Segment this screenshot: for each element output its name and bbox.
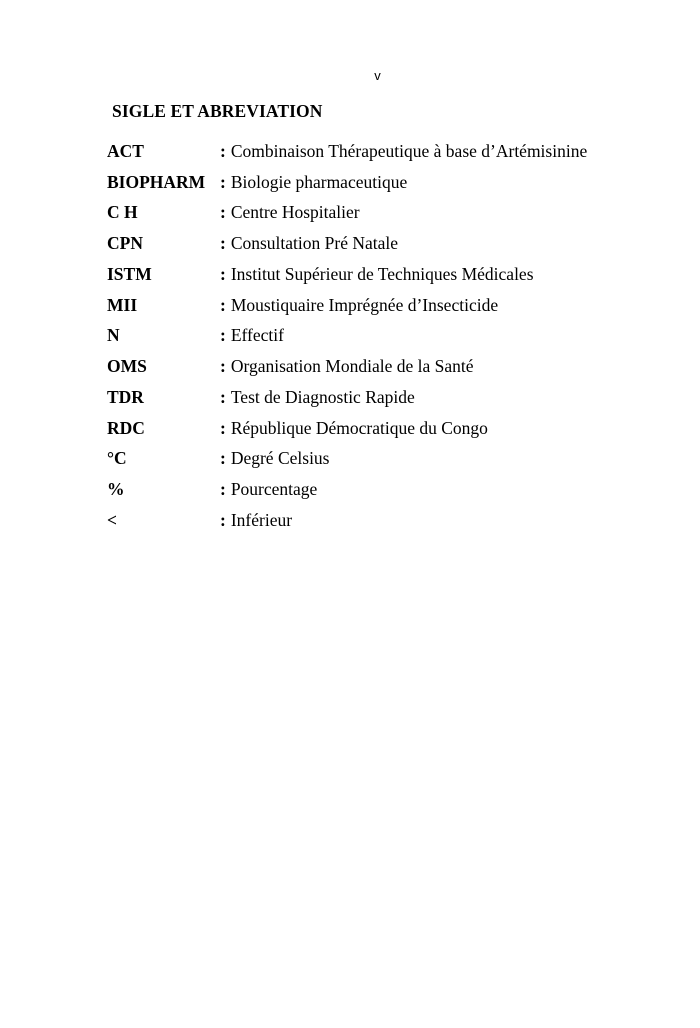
- abbreviation-definition: Institut Supérieur de Techniques Médicales: [230, 263, 534, 284]
- abbreviation-row: [107, 444, 587, 475]
- abbreviation-separator: :: [220, 171, 226, 192]
- abbreviation-definition: Centre Hospitalier: [230, 202, 360, 223]
- abbreviation-term: MII: [107, 294, 138, 315]
- abbreviation-term: OMS: [107, 356, 147, 377]
- abbreviation-row: [107, 136, 587, 167]
- abbreviation-separator: :: [220, 417, 226, 438]
- abbreviation-definition: Moustiquaire Imprégnée d’Insecticide: [230, 294, 499, 315]
- abbreviation-separator: :: [220, 233, 226, 254]
- abbreviation-separator: :: [220, 479, 226, 500]
- abbreviation-separator: :: [220, 448, 226, 469]
- abbreviation-term: CPN: [107, 233, 143, 254]
- abbreviation-term: RDC: [107, 417, 145, 438]
- abbreviation-row: [107, 167, 587, 198]
- abbreviation-row: [107, 321, 587, 352]
- abbreviation-term: TDR: [107, 386, 144, 407]
- abbreviation-row: [107, 382, 587, 413]
- abbreviation-definition: Combinaison Thérapeutique à base d’Artémisinine: [230, 140, 588, 161]
- abbreviation-term: <: [107, 509, 117, 530]
- abbreviation-term: BIOPHARM: [107, 171, 206, 192]
- abbreviation-row: [107, 228, 587, 259]
- abbreviation-separator: :: [220, 325, 226, 346]
- abbreviation-row: [107, 505, 587, 536]
- abbreviation-term: °C: [107, 448, 127, 469]
- abbreviation-row: [107, 413, 587, 444]
- abbreviation-definition: Degré Celsius: [230, 448, 330, 469]
- abbreviation-row: [107, 290, 587, 321]
- abbreviation-separator: :: [220, 202, 226, 223]
- abbreviation-definition: Pourcentage: [230, 479, 318, 500]
- abbreviation-definition: République Démocratique du Congo: [230, 417, 488, 438]
- abbreviation-definition: Inférieur: [230, 509, 293, 530]
- page-number: v: [374, 68, 381, 83]
- abbreviation-definition: Biologie pharmaceutique: [230, 171, 408, 192]
- abbreviation-definition: Test de Diagnostic Rapide: [230, 386, 415, 407]
- abbreviation-row: [107, 198, 587, 229]
- abbreviation-definition: Consultation Pré Natale: [230, 233, 399, 254]
- page-heading: SIGLE ET ABREVIATION: [112, 101, 323, 121]
- abbreviation-separator: :: [220, 263, 226, 284]
- abbreviation-term: C H: [107, 202, 138, 223]
- abbreviation-row: [107, 351, 587, 382]
- abbreviation-definition: Organisation Mondiale de la Santé: [230, 356, 474, 377]
- abbreviation-term: ISTM: [107, 263, 152, 284]
- abbreviation-definition: Effectif: [230, 325, 284, 346]
- abbreviation-row: [107, 474, 587, 505]
- abbreviation-separator: :: [220, 356, 226, 377]
- abbreviation-list: [107, 136, 587, 536]
- abbreviation-term: N: [107, 325, 120, 346]
- abbreviation-separator: :: [220, 386, 226, 407]
- abbreviation-term: %: [107, 479, 125, 500]
- abbreviation-separator: :: [220, 509, 226, 530]
- abbreviation-term: ACT: [107, 140, 144, 161]
- abbreviation-separator: :: [220, 140, 226, 161]
- abbreviation-row: [107, 259, 587, 290]
- abbreviation-separator: :: [220, 294, 226, 315]
